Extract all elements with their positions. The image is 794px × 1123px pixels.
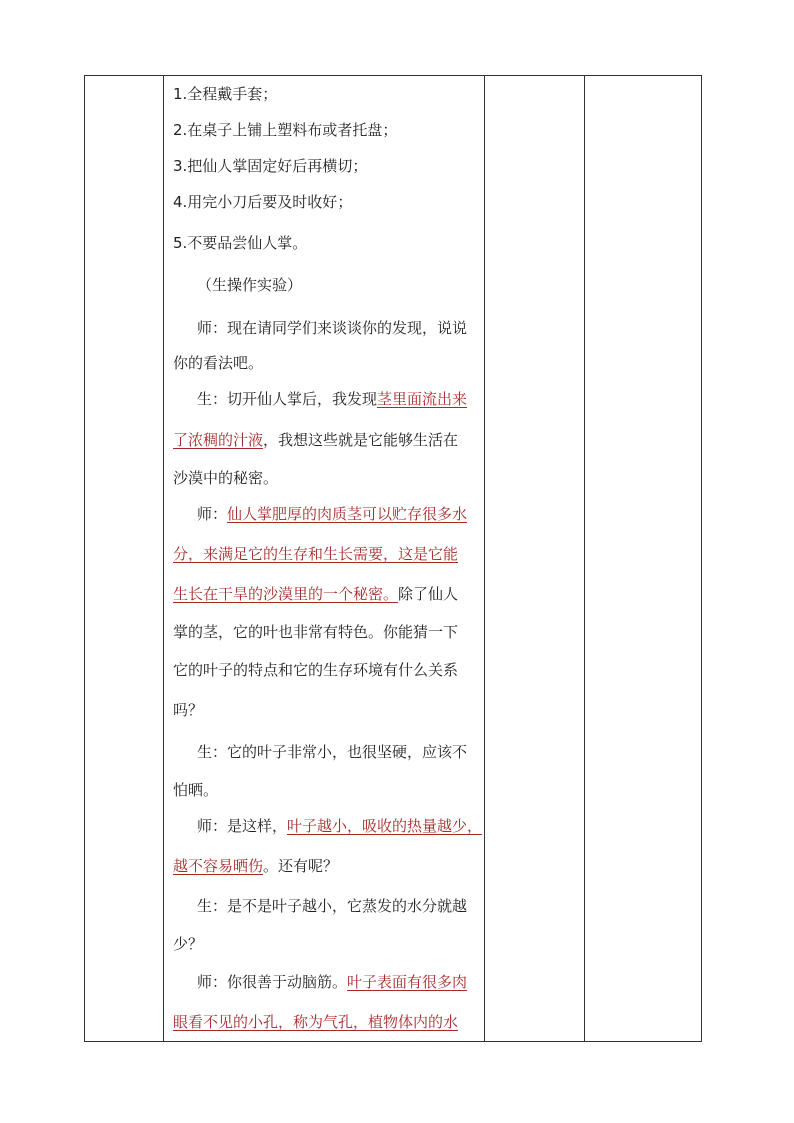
rule-4: 4.用完小刀后要及时收好； [173,193,353,211]
rule-5: 5.不要品尝仙人掌。 [173,234,308,252]
teacher-line: 你的看法吧。 [173,354,264,372]
student-line: 了浓稠的汁液，我想这些就是它能够生活在 [173,431,459,449]
teacher-line: 眼看不见的小孔，称为气孔，植物体内的水 [173,1013,459,1031]
teacher-line: 师：现在请同学们来谈谈你的发现，说说 [197,319,468,337]
action-note: （生操作实验） [197,276,303,294]
teacher-line: 分，来满足它的生存和生长需要，这是它能 [173,545,459,563]
teacher-line: 它的叶子的特点和它的生存环境有什么关系 [173,661,459,679]
rule-3: 3.把仙人掌固定好后再横切； [173,157,368,175]
student-line: 生：它的叶子非常小，也很坚硬，应该不 [197,743,468,761]
lesson-table [84,75,702,1042]
teacher-line: 师：是这样，叶子越小，吸收的热量越少， [197,817,483,835]
student-line: 生：切开仙人掌后，我发现茎里面流出来 [197,390,468,408]
column-divider-1 [163,76,164,1041]
rule-2: 2.在桌子上铺上塑料布或者托盘； [173,121,398,139]
rule-1: 1.全程戴手套； [173,85,278,103]
teacher-line: 师：你很善于动脑筋。叶子表面有很多肉 [197,973,468,991]
teacher-line: 师：仙人掌肥厚的肉质茎可以贮存很多水 [197,505,468,523]
student-line: 怕晒。 [173,781,219,799]
student-line: 少？ [173,935,204,953]
student-line: 生：是不是叶子越小，它蒸发的水分就越 [197,897,468,915]
teacher-line: 生长在干旱的沙漠里的一个秘密。除了仙人 [173,585,459,603]
teacher-line: 掌的茎，它的叶也非常有特色。你能猜一下 [173,623,459,641]
column-divider-3 [584,76,585,1041]
student-line: 沙漠中的秘密。 [173,469,279,487]
teacher-line: 吗？ [173,701,204,719]
teacher-line: 越不容易晒伤。还有呢？ [173,857,339,875]
